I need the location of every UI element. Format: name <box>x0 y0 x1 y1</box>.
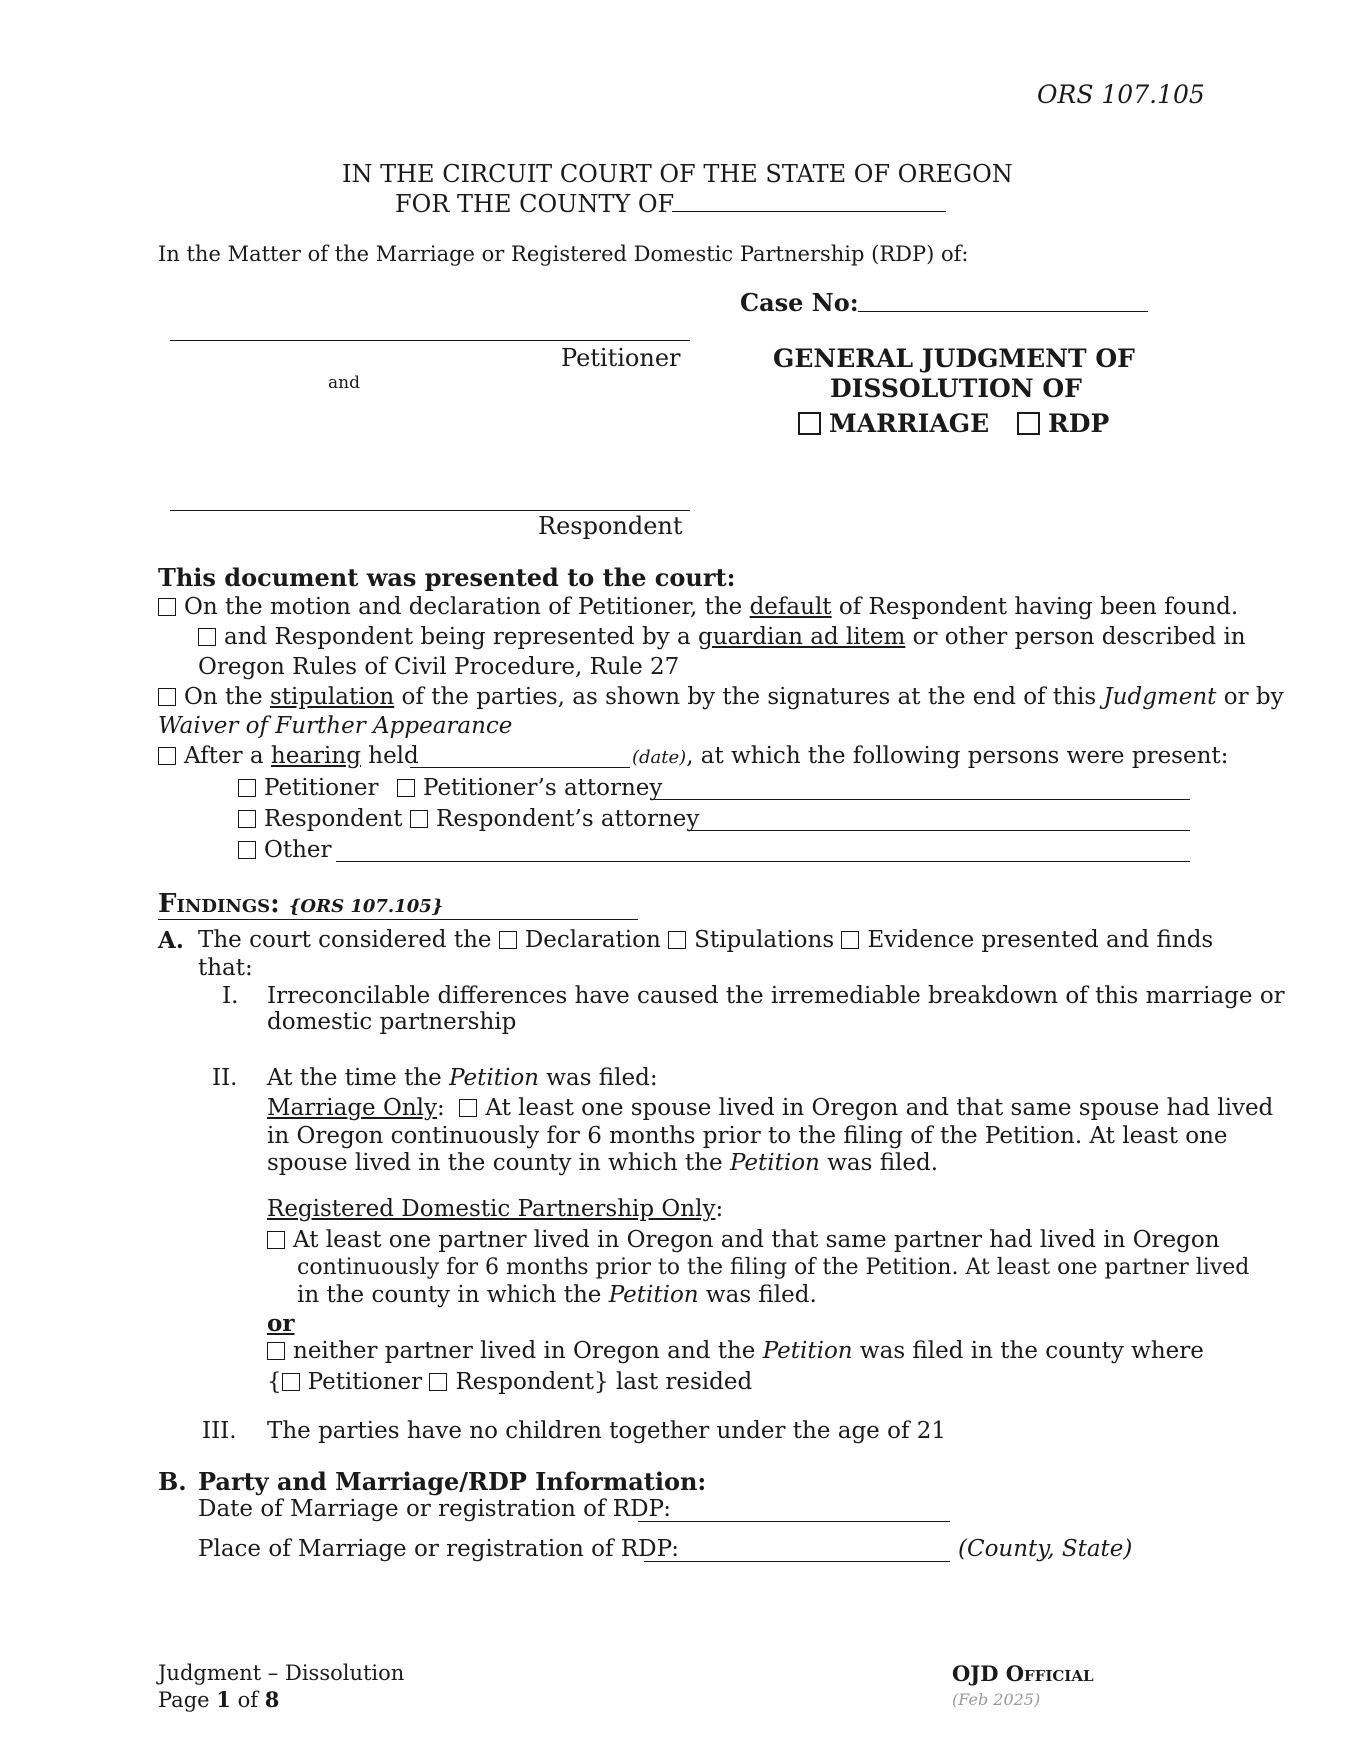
finding-a-text: The court considered the Declaration Stipulations Evidence presented and finds <box>198 927 1214 953</box>
present-respondent-attorney: Respondent’s attorney <box>410 806 699 832</box>
marriage-place-label: Place of Marriage or registration of RDP: <box>198 1536 679 1562</box>
present-respondent-checkbox[interactable] <box>238 810 256 828</box>
hearing-line-cont: (date), at which the following persons were present: <box>632 743 1229 769</box>
case-number-field[interactable] <box>858 311 1148 312</box>
last-resided-line: { Petitioner Respondent} last resided <box>267 1369 753 1395</box>
marriage-only-line2: in Oregon continuously for 6 months prior to the filing of the Petition. At least one <box>267 1123 1228 1149</box>
present-respondent: Respondent <box>238 806 403 832</box>
document-title-line1: GENERAL JUDGMENT OF <box>773 344 1135 373</box>
neither-line: neither partner lived in Oregon and the Petition was filed in the county where <box>267 1338 1204 1364</box>
matter-line: In the Matter of the Marriage or Registered Domestic Partnership (RDP) of: <box>158 242 969 266</box>
gal-line: and Respondent being represented by a guardian ad litem or other person described in <box>198 624 1246 650</box>
or-label: or <box>267 1310 295 1337</box>
stipulation-line: On the stipulation of the parties, as shown by the signatures at the end of this Judgment or by <box>158 684 1284 710</box>
present-petitioner-checkbox[interactable] <box>238 779 256 797</box>
county-label: FOR THE COUNTY OF <box>395 190 675 218</box>
respondent-label: Respondent <box>538 512 683 540</box>
respondent-name-field[interactable] <box>170 510 690 511</box>
petitioner-attorney-field[interactable] <box>650 799 1190 800</box>
finding-i-number: I. <box>222 983 239 1009</box>
court-name: IN THE CIRCUIT COURT OF THE STATE OF OREGON <box>342 160 1013 188</box>
present-petitioner-attorney: Petitioner’s attorney <box>397 775 662 801</box>
footer-revision-date: (Feb 2025) <box>952 1690 1041 1709</box>
case-number-label: Case No: <box>740 288 859 317</box>
footer-page-number: Page 1 of 8 <box>158 1687 280 1712</box>
declaration-checkbox[interactable] <box>499 931 517 949</box>
rdp-only-checkbox[interactable] <box>267 1231 285 1249</box>
stipulation-checkbox[interactable] <box>158 688 176 706</box>
footer-official: OJD Official <box>952 1661 1094 1686</box>
present-petitioner-attorney-checkbox[interactable] <box>397 779 415 797</box>
rdp-only-label: Registered Domestic Partnership Only: <box>267 1196 724 1222</box>
waiver-text: Waiver of Further Appearance <box>158 713 513 739</box>
other-field[interactable] <box>336 861 1190 862</box>
marriage-only-checkbox[interactable] <box>459 1099 477 1117</box>
marriage-only-line3: spouse lived in the county in which the Petition was filed. <box>267 1150 939 1176</box>
marriage-date-field[interactable] <box>638 1521 950 1522</box>
hearing-line: After a hearing held <box>158 743 419 769</box>
document-title-line2: DISSOLUTION OF <box>830 374 1082 403</box>
footer-form-name: Judgment – Dissolution <box>158 1661 405 1685</box>
respondent-attorney-field[interactable] <box>688 830 1190 831</box>
hearing-date-field[interactable] <box>410 767 630 768</box>
county-field[interactable] <box>672 211 946 212</box>
present-petitioner: Petitioner <box>238 775 379 801</box>
present-other: Other <box>238 837 332 863</box>
present-other-checkbox[interactable] <box>238 841 256 859</box>
evidence-checkbox[interactable] <box>841 931 859 949</box>
finding-ii-number: II. <box>212 1065 238 1091</box>
rdp-only-line3: in the county in which the Petition was filed. <box>297 1282 817 1308</box>
county-state-hint: (County, State) <box>958 1536 1133 1562</box>
last-petitioner-checkbox[interactable] <box>282 1373 300 1391</box>
marriage-only-line1: Marriage Only: At least one spouse lived in Oregon and that same spouse had lived <box>267 1095 1274 1121</box>
rdp-only-line2: continuously for 6 months prior to the filing of the Petition. At least one partner lived <box>297 1255 1250 1280</box>
marriage-date-label: Date of Marriage or registration of RDP: <box>198 1496 671 1522</box>
petitioner-label: Petitioner <box>561 344 681 372</box>
gal-checkbox[interactable] <box>198 628 216 646</box>
finding-a-label: A. <box>158 927 184 954</box>
finding-ii-text: At the time the Petition was filed: <box>267 1065 658 1091</box>
finding-i-line2: domestic partnership <box>267 1009 517 1035</box>
marriage-option[interactable]: MARRIAGE <box>798 409 989 438</box>
and-label: and <box>328 373 360 393</box>
present-respondent-attorney-checkbox[interactable] <box>410 810 428 828</box>
section-b-heading: Party and Marriage/RDP Information: <box>198 1467 707 1496</box>
motion-line: On the motion and declaration of Petitioner, the default of Respondent having been found. <box>158 594 1238 620</box>
petitioner-name-field[interactable] <box>170 340 690 341</box>
hearing-checkbox[interactable] <box>158 747 176 765</box>
statute-reference: ORS 107.105 <box>1037 80 1205 109</box>
findings-underline <box>158 919 638 920</box>
neither-checkbox[interactable] <box>267 1342 285 1360</box>
marriage-place-field[interactable] <box>644 1561 950 1562</box>
gal-line-2: Oregon Rules of Civil Procedure, Rule 27 <box>198 654 680 680</box>
rdp-option[interactable]: RDP <box>1017 409 1109 438</box>
presented-heading: This document was presented to the court: <box>158 563 736 592</box>
stipulations-checkbox[interactable] <box>668 931 686 949</box>
finding-i-line1: Irreconcilable differences have caused the irremediable breakdown of this marriage or <box>267 983 1285 1009</box>
motion-checkbox[interactable] <box>158 598 176 616</box>
rdp-checkbox[interactable] <box>1017 412 1040 435</box>
findings-heading: Findings: {ORS 107.105} <box>158 889 444 919</box>
section-b-label: B. <box>158 1467 187 1496</box>
last-respondent-checkbox[interactable] <box>429 1373 447 1391</box>
finding-a-that: that: <box>198 955 253 981</box>
marriage-checkbox[interactable] <box>798 412 821 435</box>
finding-iii-text: The parties have no children together under the age of 21 <box>267 1418 947 1444</box>
finding-iii-number: III. <box>202 1418 237 1444</box>
rdp-only-line1: At least one partner lived in Oregon and that same partner had lived in Oregon <box>267 1227 1220 1253</box>
